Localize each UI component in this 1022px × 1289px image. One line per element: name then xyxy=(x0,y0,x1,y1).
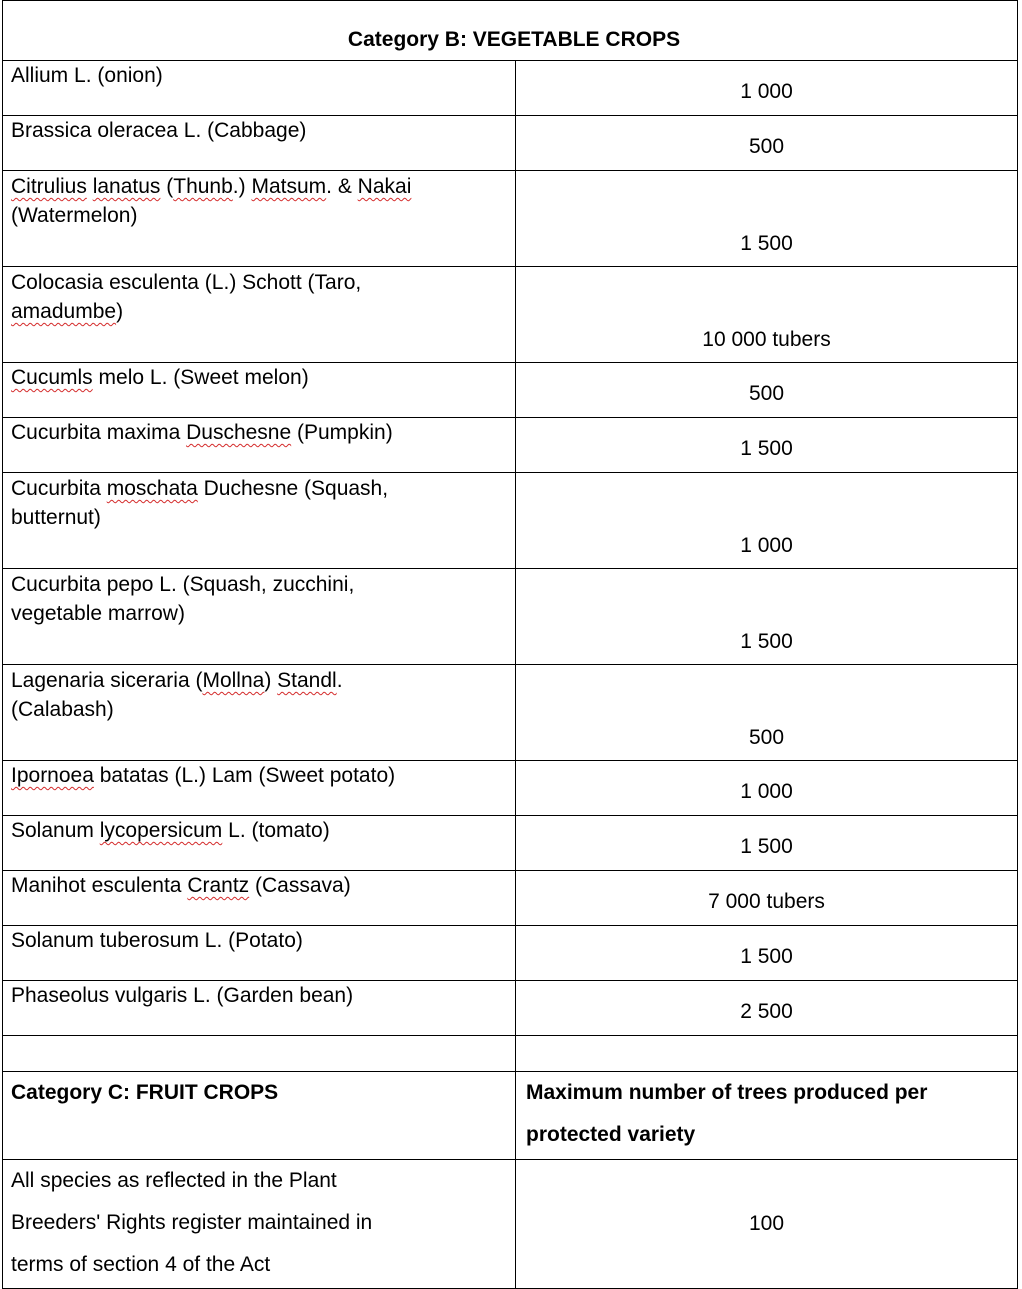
empty-cell xyxy=(516,1036,1018,1072)
table-row xyxy=(3,363,1018,418)
crops-table xyxy=(2,0,1018,1289)
table-row xyxy=(3,816,1018,871)
table-row xyxy=(3,981,1018,1036)
table-row xyxy=(3,418,1018,473)
category-c-header-row xyxy=(3,1072,1018,1160)
table-row xyxy=(3,116,1018,171)
table-row xyxy=(3,569,1018,665)
quantity-cell: 1 500 xyxy=(516,171,1018,267)
table-row xyxy=(3,926,1018,981)
spellcheck-flagged-word: Matsum xyxy=(251,175,327,198)
species-name-cell: Citrulius lanatus (Thunb.) Matsum. & Nakai (Watermelon) xyxy=(3,171,516,267)
spellcheck-flagged-word: Crantz xyxy=(187,874,250,897)
table-row xyxy=(3,267,1018,363)
species-name-cell: Ipornoea batatas (L.) Lam (Sweet potato) xyxy=(3,761,516,816)
quantity-cell: 500 xyxy=(516,665,1018,761)
spellcheck-flagged-word: Cucumls xyxy=(11,366,93,389)
spellcheck-flagged-word: Ipornoea xyxy=(11,764,94,787)
quantity-cell: 100 xyxy=(516,1160,1018,1289)
blank-row xyxy=(3,1036,1018,1072)
quantity-cell: 500 xyxy=(516,363,1018,418)
table-row xyxy=(3,61,1018,116)
max-trees-column-header: Maximum number of trees produced per protected variety xyxy=(516,1072,1018,1160)
quantity-cell: 1 500 xyxy=(516,569,1018,665)
spellcheck-flagged-word: lanatus xyxy=(92,175,161,198)
spellcheck-flagged-word: Thunb xyxy=(173,175,233,198)
table-row xyxy=(3,871,1018,926)
spellcheck-flagged-word: Standl xyxy=(277,669,337,692)
spellcheck-flagged-word: moschata xyxy=(106,477,198,500)
table-row xyxy=(3,1160,1018,1289)
table-row xyxy=(3,761,1018,816)
species-name-cell: Phaseolus vulgaris L. (Garden bean) xyxy=(3,981,516,1036)
quantity-cell: 1 000 xyxy=(516,761,1018,816)
quantity-cell: 7 000 tubers xyxy=(516,871,1018,926)
quantity-cell: 1 000 xyxy=(516,473,1018,569)
quantity-cell: 1 500 xyxy=(516,816,1018,871)
species-name-cell: Manihot esculenta Crantz (Cassava) xyxy=(3,871,516,926)
species-name-cell: Brassica oleracea L. (Cabbage) xyxy=(3,116,516,171)
spellcheck-flagged-word: Duschesne xyxy=(186,421,292,444)
table-row xyxy=(3,473,1018,569)
quantity-cell: 1 500 xyxy=(516,418,1018,473)
empty-cell xyxy=(3,1036,516,1072)
table-row xyxy=(3,171,1018,267)
species-name-cell: Allium L. (onion) xyxy=(3,61,516,116)
table-row xyxy=(3,665,1018,761)
species-name-cell: Solanum tuberosum L. (Potato) xyxy=(3,926,516,981)
species-name-cell: Cucurbita moschata Duchesne (Squash, butternut) xyxy=(3,473,516,569)
species-name-cell: Lagenaria siceraria (Mollna) Standl. (Calabash) xyxy=(3,665,516,761)
quantity-cell: 10 000 tubers xyxy=(516,267,1018,363)
spellcheck-flagged-word: Nakai xyxy=(357,175,412,198)
spellcheck-flagged-word: Citrulius xyxy=(11,175,87,198)
spellcheck-flagged-word: Mollna xyxy=(202,669,265,692)
category-b-title: Category B: VEGETABLE CROPS xyxy=(3,1,1018,61)
species-name-cell: Cucurbita pepo L. (Squash, zucchini, vegetable marrow) xyxy=(3,569,516,665)
quantity-cell: 2 500 xyxy=(516,981,1018,1036)
category-b-header-row xyxy=(3,1,1018,61)
species-name-cell: Cucumls melo L. (Sweet melon) xyxy=(3,363,516,418)
quantity-cell: 1 500 xyxy=(516,926,1018,981)
species-name-cell: Solanum lycopersicum L. (tomato) xyxy=(3,816,516,871)
species-name-cell: Cucurbita maxima Duschesne (Pumpkin) xyxy=(3,418,516,473)
species-name-cell: All species as reflected in the Plant Breeders' Rights register maintained in terms of section 4 of the Act xyxy=(3,1160,516,1289)
spellcheck-flagged-word: lycopersicum xyxy=(99,819,223,842)
quantity-cell: 1 000 xyxy=(516,61,1018,116)
species-name-cell: Colocasia esculenta (L.) Schott (Taro, amadumbe) xyxy=(3,267,516,363)
quantity-cell: 500 xyxy=(516,116,1018,171)
spellcheck-flagged-word: amadumbe xyxy=(11,300,117,323)
category-c-title: Category C: FRUIT CROPS xyxy=(3,1072,516,1160)
